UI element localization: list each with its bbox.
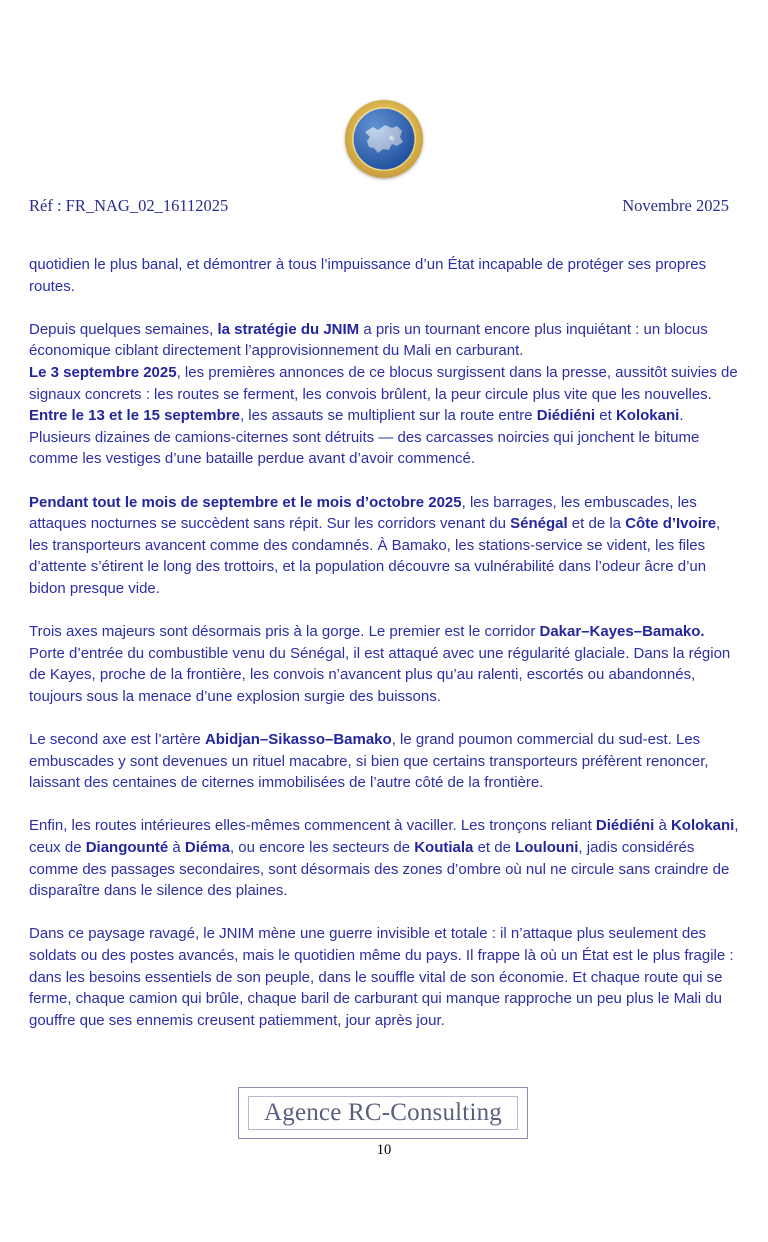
body-text: , les transporteurs avancent comme des condamnés. À Bamako, les stations-service se vident, les files d’attente s’étirent le long des trottoirs, et la population découvre sa vulnérabilité dans l’odeur âcre d’un bidon presque vide.	[29, 515, 721, 597]
body-text: Trois axes majeurs sont désormais pris à la gorge. Le premier est le corridor	[29, 623, 540, 641]
paragraph	[29, 729, 739, 794]
body-text: . Plusieurs dizaines de camions-citernes sont détruits — des carcasses noircies qui jonchent le bitume comme les vestiges d’une bataille perdue avant d’avoir commencé.	[29, 407, 700, 468]
emphasis-text: Le 3 septembre 2025	[29, 363, 177, 381]
emphasis-text: Abidjan–Sikasso–Bamako	[204, 731, 392, 749]
body-text: et	[595, 407, 616, 425]
agency-logo	[238, 1087, 528, 1139]
body-text: , les barrages, les embuscades, les attaques nocturnes se succèdent sans répit. Sur les corridors venant du	[29, 493, 697, 533]
emphasis-text: Loulouni	[515, 839, 579, 857]
emphasis-text: Kolokani	[670, 817, 735, 835]
paragraph	[29, 815, 739, 901]
paragraph	[29, 923, 739, 1031]
document-date: Novembre 2025	[622, 196, 729, 215]
emphasis-text: Dakar–Kayes–Bamako.	[539, 623, 705, 641]
emphasis-text: Entre le 13 et le 15 septembre	[29, 407, 240, 425]
body-text: , les assauts se multiplient sur la route entre	[239, 407, 537, 425]
body-text: Porte d’entrée du combustible venu du Sénégal, il est attaqué avec une régularité glaciale. Dans la région de Kayes, proche de la frontière, les convois n’avancent plus qu’au ralenti, escortés ou abandonnés, toujours sous la menace d’une explosion surgie des buissons.	[29, 644, 731, 705]
body-text: à	[168, 839, 185, 857]
body-text: , le grand poumon commercial du sud-est. Les embuscades y sont devenues un rituel macabre, si bien que certains transporteurs préfèrent renoncer, laissant des centaines de citernes immobilisées de l’autre côté de la frontière.	[29, 731, 709, 792]
paragraph	[29, 319, 739, 470]
body-text: et de	[473, 839, 516, 857]
emphasis-text: la stratégie du JNIM	[217, 320, 360, 338]
emphasis-text: Koutiala	[414, 839, 474, 857]
page-number: 10	[376, 1142, 392, 1158]
body-text: Le second axe est l’artère	[29, 731, 205, 749]
emphasis-text: Côte d’Ivoire	[625, 515, 717, 533]
paragraph	[29, 492, 739, 600]
emphasis-text: Diédiéni	[595, 817, 655, 835]
body-text: , les premières annonces de ce blocus surgissent dans la presse, aussitôt suivies de signaux concrets : les routes se ferment, les convois brûlent, la peur circule plus vite que les nouvelles.	[29, 363, 738, 403]
body-text: , ceux de	[29, 817, 739, 857]
europe-globe-seal-icon	[345, 100, 423, 178]
paragraph	[29, 254, 739, 297]
body-text: , ou encore les secteurs de	[229, 839, 415, 857]
emphasis-text: Diédiéni	[536, 407, 596, 425]
body-text: a pris un tournant encore plus inquiétant : un blocus économique ciblant directement l’approvisionnement du Mali en carburant.	[29, 320, 708, 360]
body-text: à	[654, 817, 671, 835]
article-body	[29, 254, 739, 1053]
body-text: quotidien le plus banal, et démontrer à tous l’impuissance d’un État incapable de protéger ses propres routes.	[29, 256, 707, 295]
agency-name: Agence RC-Consulting	[248, 1096, 518, 1130]
emphasis-text: Diangounté	[85, 839, 169, 857]
document-reference: Réf : FR_NAG_02_16112025	[29, 196, 229, 215]
emphasis-text: Kolokani	[615, 407, 680, 425]
paragraph	[29, 621, 739, 707]
emphasis-text: Diéma	[184, 839, 230, 857]
body-text: Dans ce paysage ravagé, le JNIM mène une guerre invisible et totale : il n’attaque plus seulement des soldats ou des postes avancés, mais le quotidien même du pays. Il frappe là où un État est le plus fragile : dans les besoins essentiels de son peuple, dans le souffle vital de son économie. Et chaque route qui se ferme, chaque camion qui brûle, chaque baril de carburant qui manque rapproche un peu plus le Mali du gouffre que ses ennemis creusent patiemment, jour après jour.	[29, 925, 734, 1029]
globe-graphic	[345, 100, 423, 178]
emphasis-text: Sénégal	[510, 515, 568, 533]
body-text: Enfin, les routes intérieures elles-mêmes commencent à vaciller. Les tronçons reliant	[29, 817, 596, 835]
body-text: et de la	[567, 515, 626, 533]
body-text: , jadis considérés comme des passages secondaires, sont désormais des zones d’ombre où nul ne circule sans craindre de disparaître dans le silence des plaines.	[29, 839, 730, 900]
body-text: Depuis quelques semaines,	[29, 320, 218, 338]
emphasis-text: Pendant tout le mois de septembre et le mois d’octobre 2025	[29, 493, 462, 511]
